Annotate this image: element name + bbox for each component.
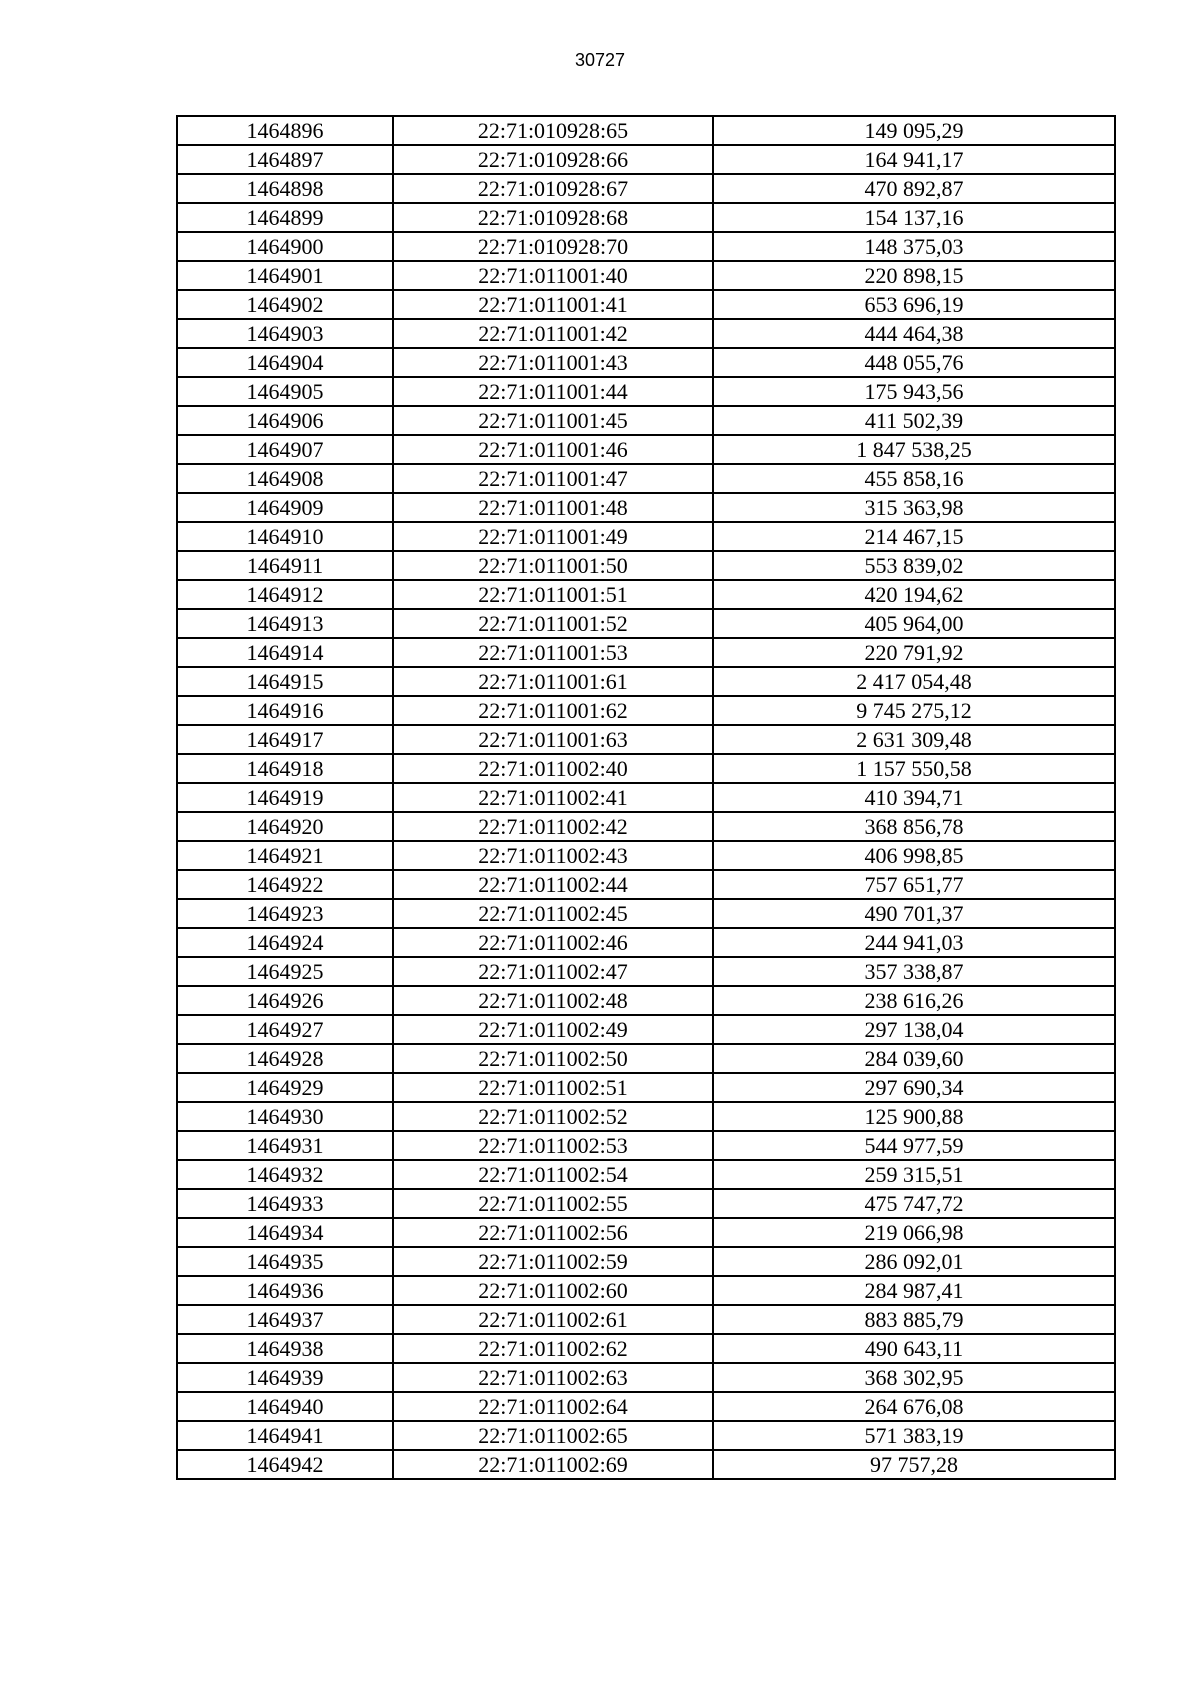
- row-number-cell: 1464937: [177, 1305, 393, 1334]
- table-row: [177, 1305, 1115, 1334]
- table-row: [177, 609, 1115, 638]
- cadastral-value-cell: 315 363,98: [713, 493, 1115, 522]
- row-number-cell: 1464934: [177, 1218, 393, 1247]
- cadastral-value-cell: 544 977,59: [713, 1131, 1115, 1160]
- table-row: [177, 1218, 1115, 1247]
- cadastral-value-cell: 571 383,19: [713, 1421, 1115, 1450]
- row-number-cell: 1464911: [177, 551, 393, 580]
- cadastral-number-cell: 22:71:010928:67: [393, 174, 713, 203]
- table-row: [177, 232, 1115, 261]
- cadastral-number-cell: 22:71:011002:42: [393, 812, 713, 841]
- cadastral-value-cell: 420 194,62: [713, 580, 1115, 609]
- row-number-cell: 1464909: [177, 493, 393, 522]
- cadastral-value-cell: 406 998,85: [713, 841, 1115, 870]
- table-row: [177, 1450, 1115, 1479]
- table-row: [177, 1160, 1115, 1189]
- table-row: [177, 290, 1115, 319]
- cadastral-value-cell: 154 137,16: [713, 203, 1115, 232]
- cadastral-number-cell: 22:71:011001:48: [393, 493, 713, 522]
- cadastral-number-cell: 22:71:010928:70: [393, 232, 713, 261]
- cadastral-number-cell: 22:71:011002:45: [393, 899, 713, 928]
- row-number-cell: 1464912: [177, 580, 393, 609]
- table-row: [177, 1044, 1115, 1073]
- cadastral-number-cell: 22:71:011002:49: [393, 1015, 713, 1044]
- cadastral-number-cell: 22:71:011002:52: [393, 1102, 713, 1131]
- cadastral-value-cell: 444 464,38: [713, 319, 1115, 348]
- cadastral-value-cell: 653 696,19: [713, 290, 1115, 319]
- cadastral-value-cell: 175 943,56: [713, 377, 1115, 406]
- row-number-cell: 1464907: [177, 435, 393, 464]
- table-row: [177, 667, 1115, 696]
- cadastral-value-cell: 164 941,17: [713, 145, 1115, 174]
- table-row: [177, 754, 1115, 783]
- cadastral-number-cell: 22:71:011001:45: [393, 406, 713, 435]
- table-row: [177, 696, 1115, 725]
- cadastral-number-cell: 22:71:011002:63: [393, 1363, 713, 1392]
- page-number: 30727: [574, 50, 626, 70]
- table-row: [177, 1334, 1115, 1363]
- cadastral-number-cell: 22:71:011001:41: [393, 290, 713, 319]
- row-number-cell: 1464942: [177, 1450, 393, 1479]
- row-number-cell: 1464924: [177, 928, 393, 957]
- row-number-cell: 1464941: [177, 1421, 393, 1450]
- table-row: [177, 638, 1115, 667]
- row-number-cell: 1464920: [177, 812, 393, 841]
- cadastral-value-cell: 490 643,11: [713, 1334, 1115, 1363]
- row-number-cell: 1464904: [177, 348, 393, 377]
- table-row: [177, 203, 1115, 232]
- cadastral-value-cell: 411 502,39: [713, 406, 1115, 435]
- row-number-cell: 1464936: [177, 1276, 393, 1305]
- cadastral-number-cell: 22:71:011001:43: [393, 348, 713, 377]
- cadastral-value-cell: 219 066,98: [713, 1218, 1115, 1247]
- table-row: [177, 116, 1115, 145]
- table-row: [177, 1189, 1115, 1218]
- cadastral-value-cell: 2 417 054,48: [713, 667, 1115, 696]
- cadastral-value-cell: 405 964,00: [713, 609, 1115, 638]
- table-row: [177, 870, 1115, 899]
- cadastral-number-cell: 22:71:011002:54: [393, 1160, 713, 1189]
- row-number-cell: 1464901: [177, 261, 393, 290]
- cadastral-value-cell: 149 095,29: [713, 116, 1115, 145]
- row-number-cell: 1464918: [177, 754, 393, 783]
- cadastral-value-cell: 284 987,41: [713, 1276, 1115, 1305]
- cadastral-value-cell: 264 676,08: [713, 1392, 1115, 1421]
- cadastral-value-cell: 214 467,15: [713, 522, 1115, 551]
- cadastral-value-cell: 490 701,37: [713, 899, 1115, 928]
- row-number-cell: 1464940: [177, 1392, 393, 1421]
- cadastral-value-cell: 220 791,92: [713, 638, 1115, 667]
- table-row: [177, 1392, 1115, 1421]
- table-row: [177, 783, 1115, 812]
- row-number-cell: 1464923: [177, 899, 393, 928]
- cadastral-value-cell: 368 856,78: [713, 812, 1115, 841]
- row-number-cell: 1464930: [177, 1102, 393, 1131]
- cadastral-number-cell: 22:71:011002:43: [393, 841, 713, 870]
- row-number-cell: 1464926: [177, 986, 393, 1015]
- cadastral-number-cell: 22:71:011002:65: [393, 1421, 713, 1450]
- cadastral-number-cell: 22:71:011001:51: [393, 580, 713, 609]
- row-number-cell: 1464921: [177, 841, 393, 870]
- row-number-cell: 1464938: [177, 1334, 393, 1363]
- cadastral-value-cell: 148 375,03: [713, 232, 1115, 261]
- cadastral-number-cell: 22:71:010928:65: [393, 116, 713, 145]
- row-number-cell: 1464903: [177, 319, 393, 348]
- table-row: [177, 841, 1115, 870]
- row-number-cell: 1464899: [177, 203, 393, 232]
- cadastral-value-cell: 410 394,71: [713, 783, 1115, 812]
- row-number-cell: 1464915: [177, 667, 393, 696]
- row-number-cell: 1464935: [177, 1247, 393, 1276]
- row-number-cell: 1464900: [177, 232, 393, 261]
- cadastral-value-cell: 357 338,87: [713, 957, 1115, 986]
- row-number-cell: 1464913: [177, 609, 393, 638]
- table-row: [177, 406, 1115, 435]
- cadastral-value-cell: 297 138,04: [713, 1015, 1115, 1044]
- row-number-cell: 1464929: [177, 1073, 393, 1102]
- cadastral-value-cell: 1 157 550,58: [713, 754, 1115, 783]
- table-row: [177, 174, 1115, 203]
- cadastral-value-cell: 883 885,79: [713, 1305, 1115, 1334]
- cadastral-number-cell: 22:71:011001:50: [393, 551, 713, 580]
- cadastral-number-cell: 22:71:011002:53: [393, 1131, 713, 1160]
- table-row: [177, 348, 1115, 377]
- cadastral-number-cell: 22:71:011002:56: [393, 1218, 713, 1247]
- cadastral-value-cell: 9 745 275,12: [713, 696, 1115, 725]
- cadastral-number-cell: 22:71:011001:63: [393, 725, 713, 754]
- table-row: [177, 261, 1115, 290]
- cadastral-number-cell: 22:71:011001:44: [393, 377, 713, 406]
- cadastral-number-cell: 22:71:011002:59: [393, 1247, 713, 1276]
- table-row: [177, 1015, 1115, 1044]
- cadastral-number-cell: 22:71:011002:44: [393, 870, 713, 899]
- row-number-cell: 1464902: [177, 290, 393, 319]
- cadastral-number-cell: 22:71:011002:48: [393, 986, 713, 1015]
- table-row: [177, 1421, 1115, 1450]
- cadastral-number-cell: 22:71:011002:41: [393, 783, 713, 812]
- cadastral-number-cell: 22:71:011001:62: [393, 696, 713, 725]
- cadastral-number-cell: 22:71:011001:53: [393, 638, 713, 667]
- cadastral-value-cell: 455 858,16: [713, 464, 1115, 493]
- cadastral-value-cell: 97 757,28: [713, 1450, 1115, 1479]
- cadastral-value-cell: 284 039,60: [713, 1044, 1115, 1073]
- cadastral-value-cell: 2 631 309,48: [713, 725, 1115, 754]
- cadastral-number-cell: 22:71:011002:55: [393, 1189, 713, 1218]
- row-number-cell: 1464916: [177, 696, 393, 725]
- row-number-cell: 1464925: [177, 957, 393, 986]
- row-number-cell: 1464939: [177, 1363, 393, 1392]
- cadastral-number-cell: 22:71:011002:62: [393, 1334, 713, 1363]
- table-row: [177, 551, 1115, 580]
- row-number-cell: 1464917: [177, 725, 393, 754]
- cadastral-value-cell: 125 900,88: [713, 1102, 1115, 1131]
- cadastral-number-cell: 22:71:011002:50: [393, 1044, 713, 1073]
- cadastral-value-cell: 286 092,01: [713, 1247, 1115, 1276]
- table-row: [177, 812, 1115, 841]
- table-row: [177, 435, 1115, 464]
- cadastral-number-cell: 22:71:010928:68: [393, 203, 713, 232]
- table-row: [177, 1131, 1115, 1160]
- cadastral-value-cell: 470 892,87: [713, 174, 1115, 203]
- table-row: [177, 377, 1115, 406]
- row-number-cell: 1464898: [177, 174, 393, 203]
- cadastral-number-cell: 22:71:011001:46: [393, 435, 713, 464]
- cadastral-number-cell: 22:71:011002:46: [393, 928, 713, 957]
- cadastral-value-cell: 244 941,03: [713, 928, 1115, 957]
- cadastral-number-cell: 22:71:011002:47: [393, 957, 713, 986]
- row-number-cell: 1464914: [177, 638, 393, 667]
- cadastral-number-cell: 22:71:011001:42: [393, 319, 713, 348]
- row-number-cell: 1464906: [177, 406, 393, 435]
- table-row: [177, 580, 1115, 609]
- table-row: [177, 899, 1115, 928]
- table-row: [177, 928, 1115, 957]
- cadastral-value-cell: 368 302,95: [713, 1363, 1115, 1392]
- cadastral-number-cell: 22:71:011001:40: [393, 261, 713, 290]
- table-row: [177, 319, 1115, 348]
- cadastral-value-cell: 475 747,72: [713, 1189, 1115, 1218]
- table-body: [177, 116, 1115, 1479]
- row-number-cell: 1464933: [177, 1189, 393, 1218]
- cadastral-number-cell: 22:71:011002:51: [393, 1073, 713, 1102]
- cadastral-number-cell: 22:71:010928:66: [393, 145, 713, 174]
- cadastral-number-cell: 22:71:011002:64: [393, 1392, 713, 1421]
- row-number-cell: 1464919: [177, 783, 393, 812]
- cadastral-value-table: [176, 115, 1116, 1480]
- cadastral-value-cell: 757 651,77: [713, 870, 1115, 899]
- cadastral-value-cell: 1 847 538,25: [713, 435, 1115, 464]
- cadastral-number-cell: 22:71:011001:49: [393, 522, 713, 551]
- row-number-cell: 1464931: [177, 1131, 393, 1160]
- cadastral-value-cell: 238 616,26: [713, 986, 1115, 1015]
- table-row: [177, 986, 1115, 1015]
- table-row: [177, 522, 1115, 551]
- row-number-cell: 1464927: [177, 1015, 393, 1044]
- cadastral-value-cell: 553 839,02: [713, 551, 1115, 580]
- cadastral-number-cell: 22:71:011002:60: [393, 1276, 713, 1305]
- row-number-cell: 1464908: [177, 464, 393, 493]
- row-number-cell: 1464897: [177, 145, 393, 174]
- table-row: [177, 1247, 1115, 1276]
- cadastral-number-cell: 22:71:011001:52: [393, 609, 713, 638]
- cadastral-number-cell: 22:71:011002:61: [393, 1305, 713, 1334]
- cadastral-value-cell: 220 898,15: [713, 261, 1115, 290]
- table-row: [177, 957, 1115, 986]
- row-number-cell: 1464928: [177, 1044, 393, 1073]
- table-row: [177, 1363, 1115, 1392]
- row-number-cell: 1464922: [177, 870, 393, 899]
- table-row: [177, 1102, 1115, 1131]
- table-row: [177, 493, 1115, 522]
- cadastral-number-cell: 22:71:011001:61: [393, 667, 713, 696]
- table-row: [177, 464, 1115, 493]
- cadastral-number-cell: 22:71:011002:69: [393, 1450, 713, 1479]
- row-number-cell: 1464910: [177, 522, 393, 551]
- cadastral-value-cell: 448 055,76: [713, 348, 1115, 377]
- table-row: [177, 145, 1115, 174]
- cadastral-number-cell: 22:71:011002:40: [393, 754, 713, 783]
- cadastral-value-cell: 259 315,51: [713, 1160, 1115, 1189]
- cadastral-number-cell: 22:71:011001:47: [393, 464, 713, 493]
- table-row: [177, 1276, 1115, 1305]
- table-row: [177, 725, 1115, 754]
- cadastral-value-cell: 297 690,34: [713, 1073, 1115, 1102]
- row-number-cell: 1464905: [177, 377, 393, 406]
- row-number-cell: 1464932: [177, 1160, 393, 1189]
- row-number-cell: 1464896: [177, 116, 393, 145]
- table-row: [177, 1073, 1115, 1102]
